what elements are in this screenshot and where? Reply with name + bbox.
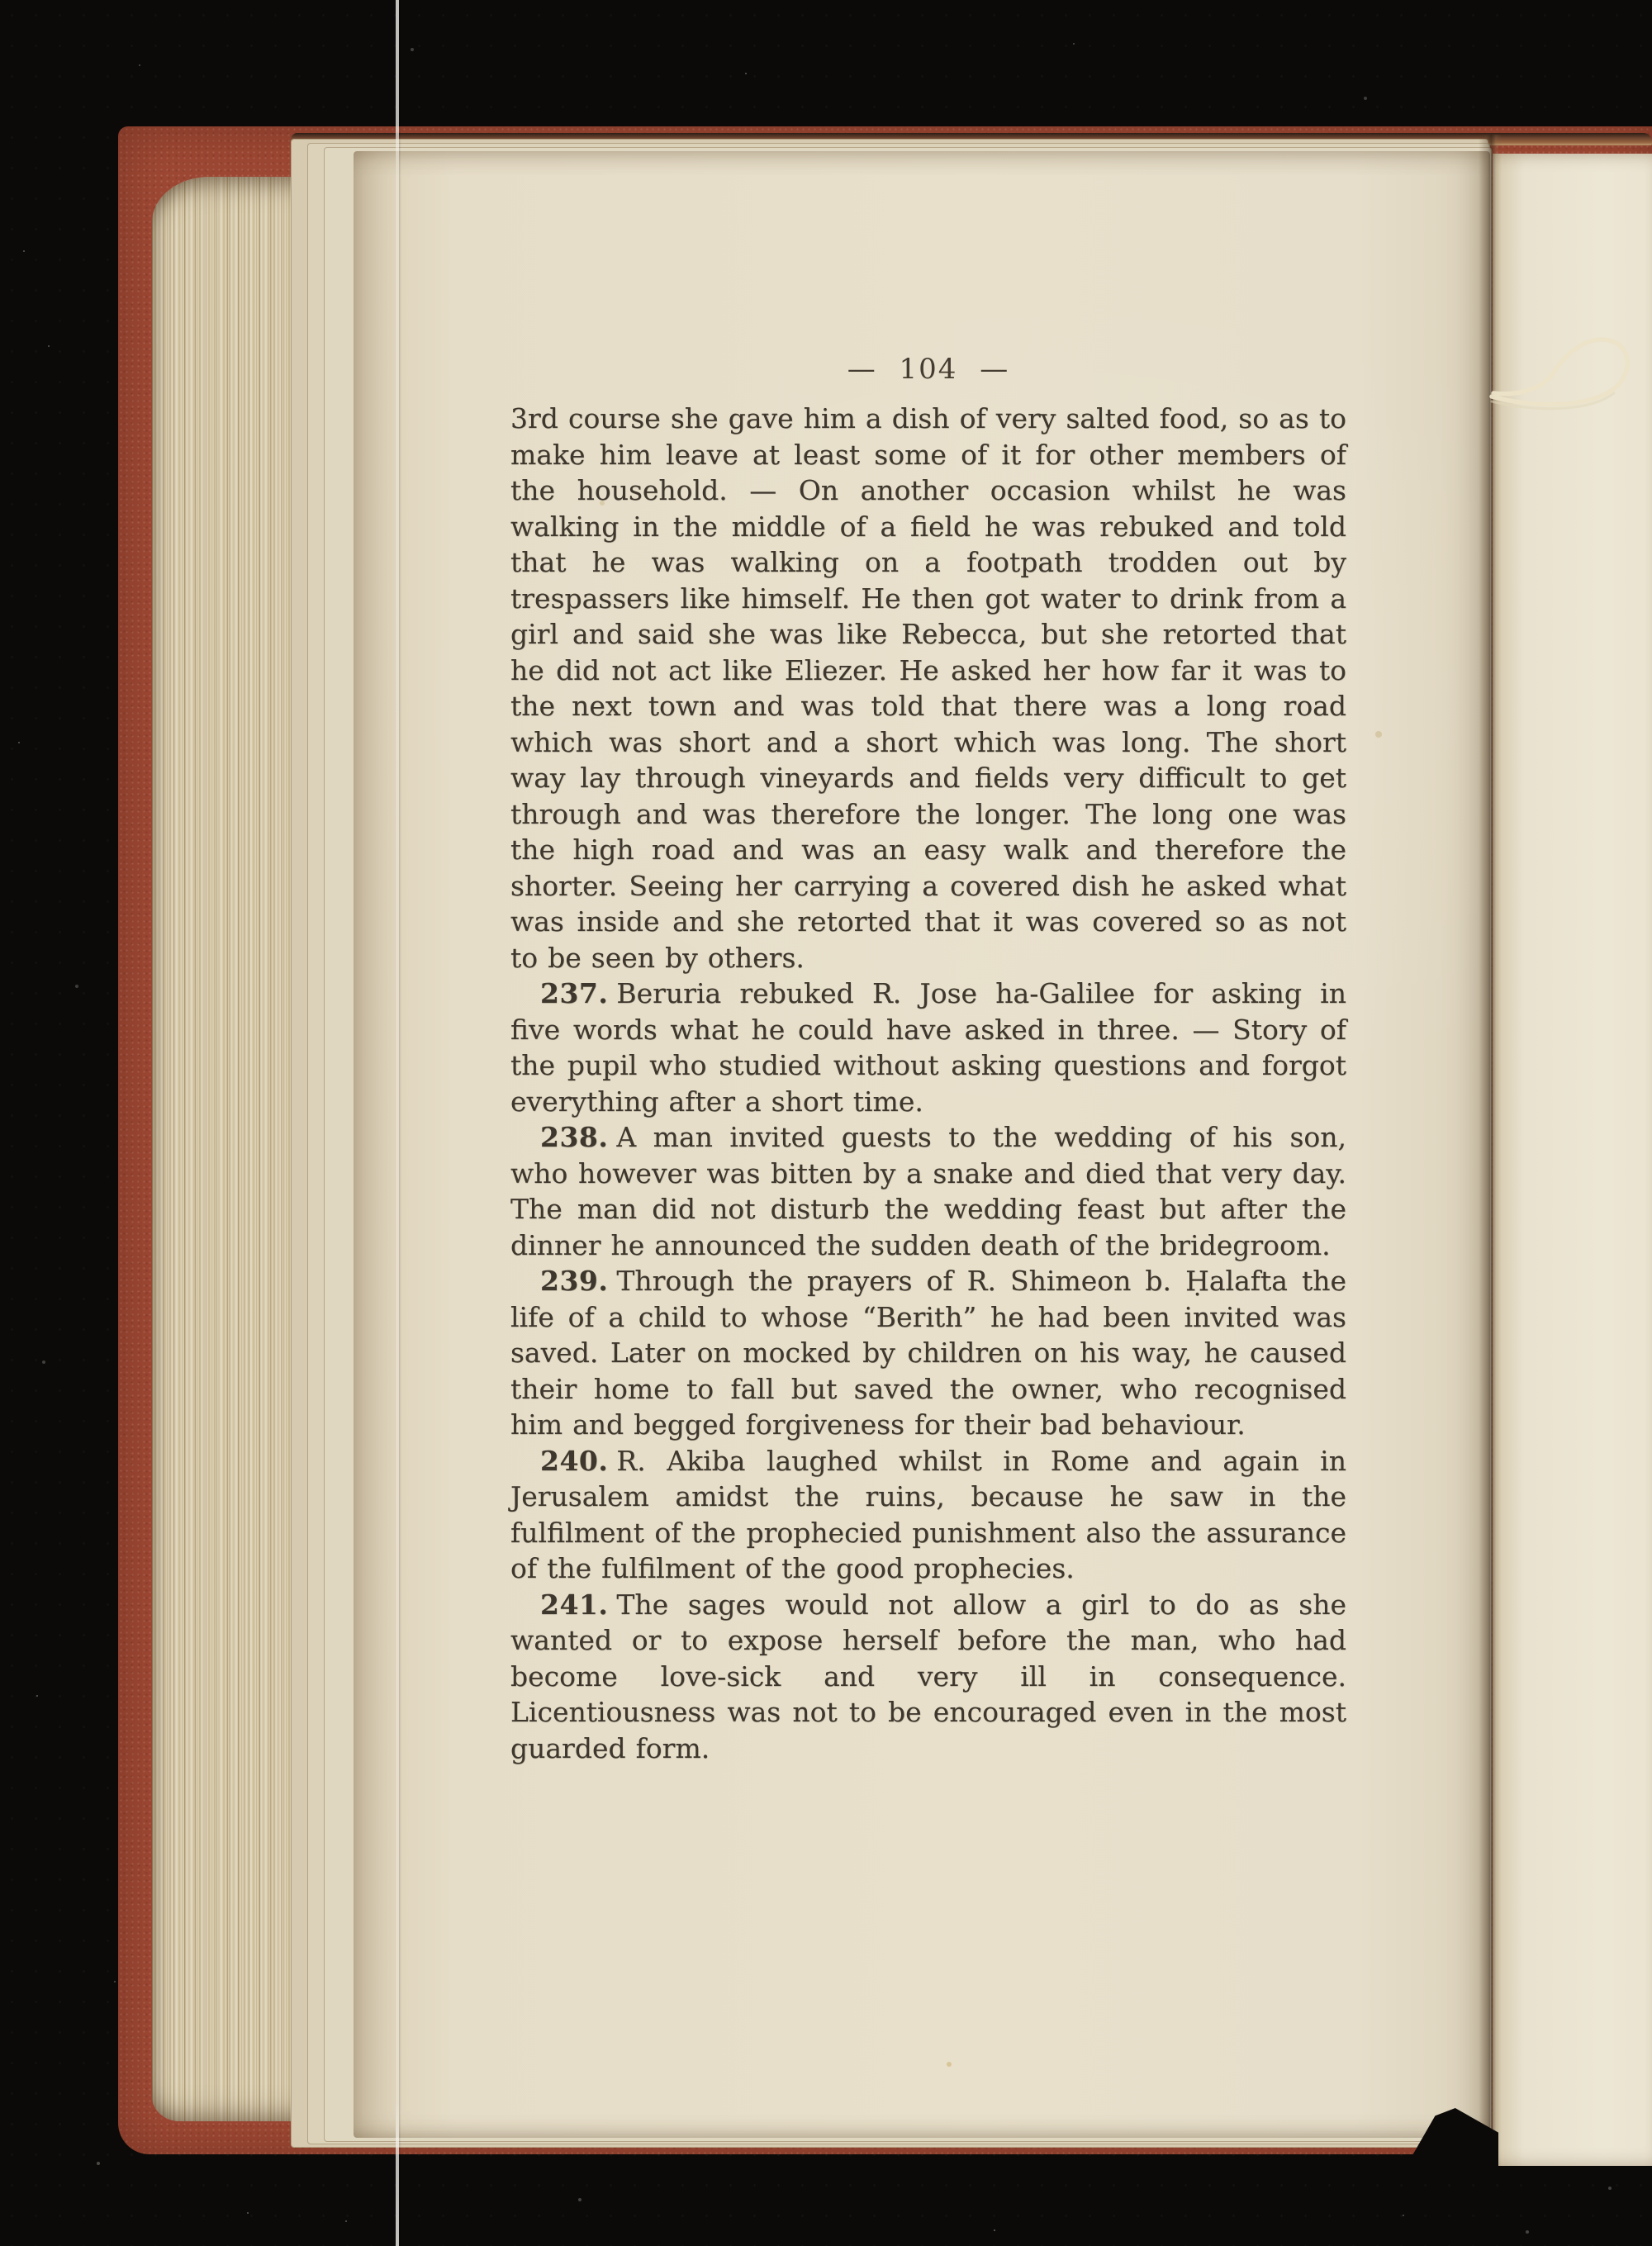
- paragraph-number: 241.: [540, 1588, 609, 1621]
- foxing-spots: [947, 2062, 952, 2067]
- paragraph-number: 238.: [540, 1121, 609, 1153]
- text-block: [510, 401, 1346, 1766]
- book-cradle-string: [396, 0, 399, 2246]
- paragraph-241: [510, 1587, 1346, 1767]
- paragraph-text: Through the prayers of R. Shimeon b. Ḥalafta the life of a child to whose “Berith” he had been invited was saved. Later on mocked by children on his way, he caused their home to fall but saved the owner, who recognised him and begged forgiveness for their bad behaviour.: [510, 1265, 1346, 1441]
- paragraph-240: [510, 1443, 1346, 1587]
- paragraph-text: The sages would not allow a girl to do as she wanted or to expose herself before the man, who had become love-sick and very ill in consequence. Licentiousness was not to be encouraged even in the most guarded form.: [510, 1588, 1346, 1764]
- paragraph-237: [510, 976, 1346, 1119]
- paragraph-continuation: [510, 401, 1346, 976]
- paragraph-number: 239.: [540, 1265, 609, 1297]
- paragraph-text: 3rd course she gave him a dish of very salted food, so as to make him leave at least some of it for other members of the household. — On another occasion whilst he was walking in the middle of a field he was rebuked and told that he was walking on a footpath trodden out by trespassers like himself. He then got water to drink from a girl and said she was like Rebecca, but she retorted that he did not act like Eliezer. He asked her how far it was to the next town and was told that there was a long road which was short and a short which was long. The short way lay through vineyards and fields very difficult to get through and was therefore the longer. The long one was the high road and was an easy walk and therefore the shorter. Seeing her carrying a covered dish he asked what was inside and she retorted that it was covered so as not to be seen by others.: [510, 402, 1346, 974]
- paragraph-text: R. Akiba laughed whilst in Rome and again in Jerusalem amidst the ruins, because he saw in the fulfilment of the prophecied punishment also the assurance of the fulfilment of the good prophecies.: [510, 1444, 1346, 1584]
- paragraph-text: A man invited guests to the wedding of his son, who however was bitten by a snake and died that very day. The man did not disturb the wedding feast but after the dinner he announced the sudden death of the bridegroom.: [510, 1121, 1346, 1261]
- dust-specks: [0, 0, 2, 2]
- facing-page: [1493, 154, 1652, 2166]
- page-number: — 104 —: [847, 353, 1010, 386]
- paragraph-number: 240.: [540, 1444, 609, 1477]
- paragraph-text: Beruria rebuked R. Jose ha-Galilee for asking in five words what he could have asked in three. — Story of the pupil who studied without asking questions and forgot everything after a short time.: [510, 977, 1346, 1118]
- paragraph-number: 237.: [540, 977, 609, 1009]
- paragraph-238: [510, 1119, 1346, 1263]
- open-page-104: [354, 151, 1490, 2138]
- binding-thread-loop-icon: [1487, 321, 1652, 420]
- paragraph-239: [510, 1263, 1346, 1443]
- gutter-crease: [1479, 135, 1502, 2166]
